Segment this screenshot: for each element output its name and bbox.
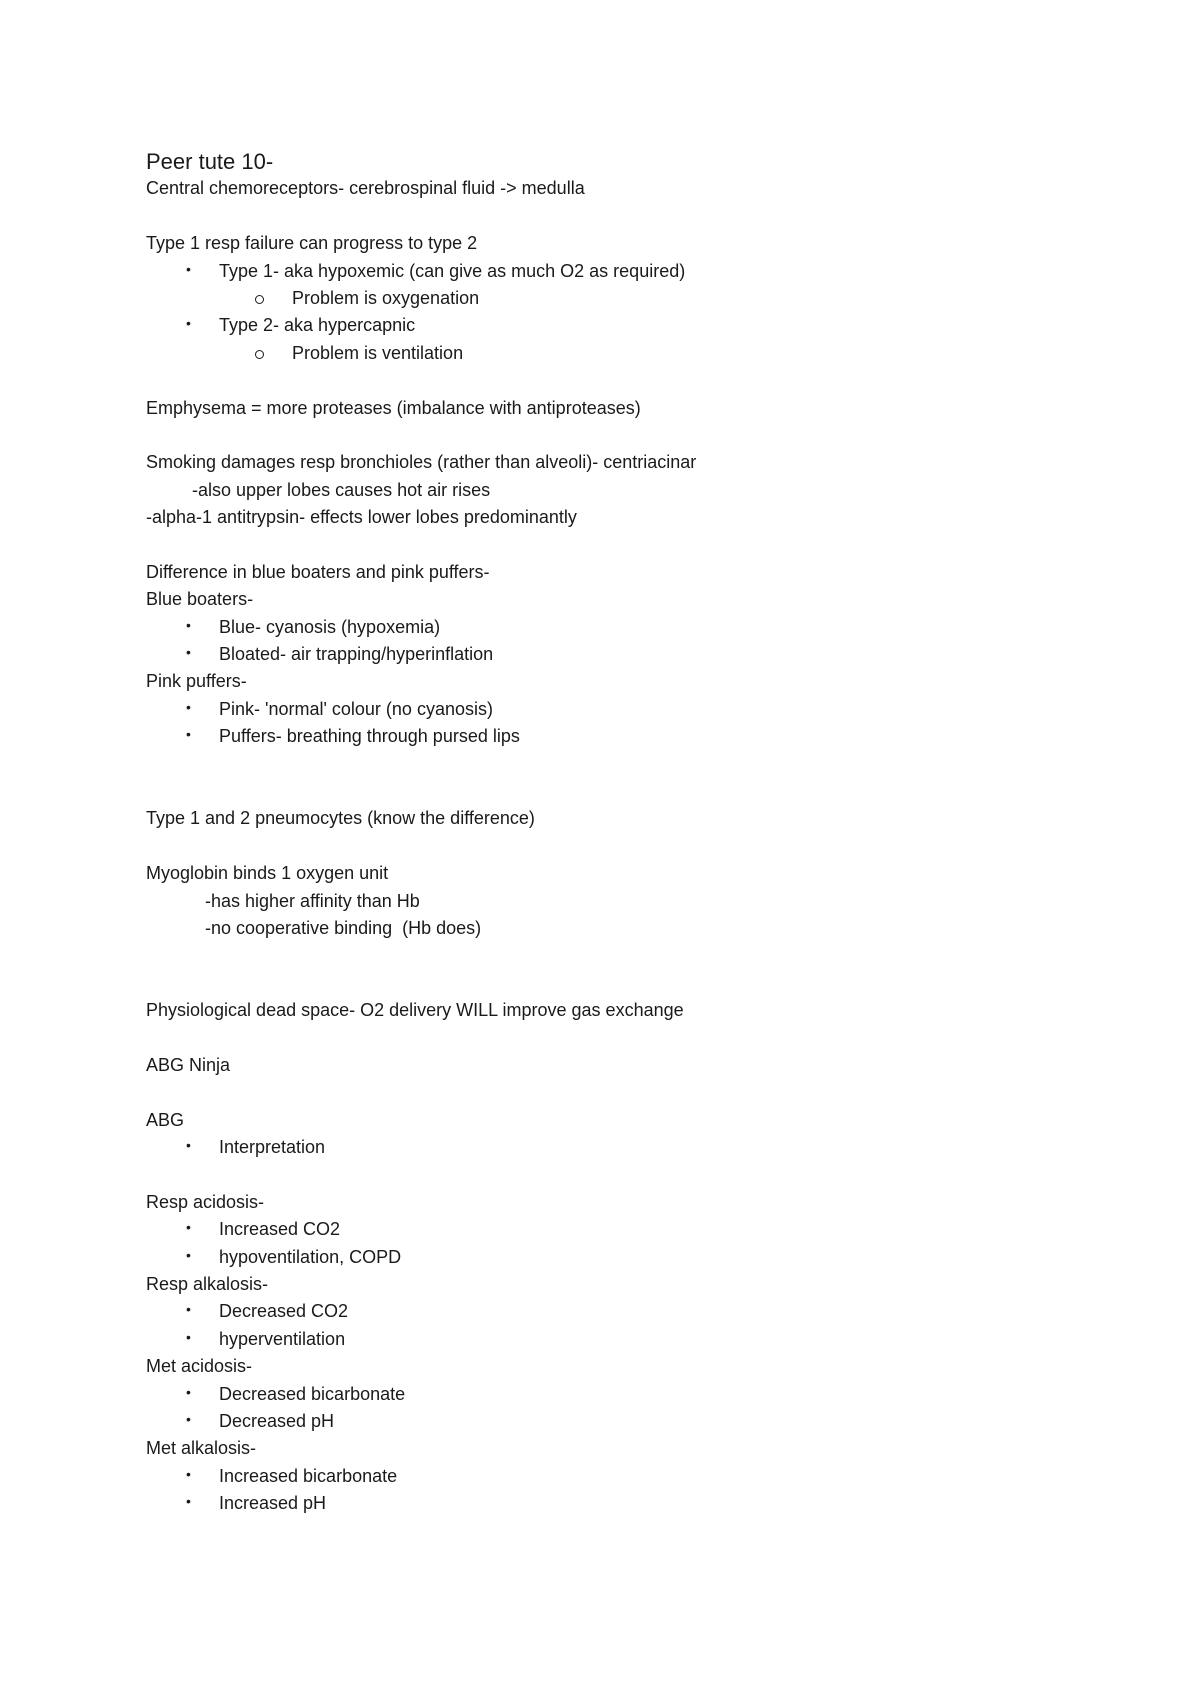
text-line: Type 1 and 2 pneumocytes (know the difference) xyxy=(146,808,535,829)
bullet-icon: • xyxy=(186,698,191,715)
text-line: Met acidosis- xyxy=(146,1356,253,1377)
bullet-icon: • xyxy=(186,1493,191,1510)
list-item: • Puffers- breathing through pursed lips xyxy=(146,723,1146,750)
text-line: Blue boaters- xyxy=(146,589,254,610)
list-item: • Type 1- aka hypoxemic (can give as much O2 as required) xyxy=(146,258,1146,285)
text-line: Smoking damages resp bronchioles (rather than alveoli)- centriacinar xyxy=(146,452,697,473)
bullet-icon: • xyxy=(186,315,191,332)
list-item: • Bloated- air trapping/hyperinflation xyxy=(146,641,1146,668)
text-line: Myoglobin binds 1 oxygen unit xyxy=(146,863,389,884)
list-item: • Decreased CO2 xyxy=(146,1298,1146,1325)
text-line: ABG Ninja xyxy=(146,1054,231,1075)
text-line: Pink puffers- xyxy=(146,671,247,692)
blank-line xyxy=(146,751,1146,778)
text-line: Resp acidosis- xyxy=(146,1191,265,1212)
blank-line xyxy=(146,422,1146,449)
text-line: Resp alkalosis- xyxy=(146,1274,269,1295)
bullet-icon: • xyxy=(186,1465,191,1482)
list-item: • Interpretation xyxy=(146,1134,1146,1161)
list-item: Problem is ventilation xyxy=(146,340,1146,367)
document-page xyxy=(146,148,1146,1518)
bullet-icon: • xyxy=(186,616,191,633)
blank-line xyxy=(146,833,1146,860)
blank-line xyxy=(146,970,1146,997)
bullet-icon: • xyxy=(186,260,191,277)
blank-line xyxy=(146,367,1146,394)
text-line: Physiological dead space- O2 delivery WILL improve gas exchange xyxy=(146,1000,684,1021)
bullet-icon: • xyxy=(186,1219,191,1236)
page-title: Peer tute 10- xyxy=(146,149,274,174)
blank-line xyxy=(146,1161,1146,1188)
text-line: -has higher affinity than Hb xyxy=(205,890,420,911)
list-item: • hypoventilation, COPD xyxy=(146,1244,1146,1271)
list-item: • hyperventilation xyxy=(146,1326,1146,1353)
text-line: Difference in blue boaters and pink puffers- xyxy=(146,561,490,582)
list-item: • Type 2- aka hypercapnic xyxy=(146,312,1146,339)
list-item: • Decreased pH xyxy=(146,1408,1146,1435)
list-item: • Pink- 'normal' colour (no cyanosis) xyxy=(146,696,1146,723)
text-line: -no cooperative binding (Hb does) xyxy=(205,917,482,938)
blank-line xyxy=(146,531,1146,558)
blank-line xyxy=(146,203,1146,230)
text-line: Met alkalosis- xyxy=(146,1438,257,1459)
bullet-icon: • xyxy=(186,1328,191,1345)
list-item: • Decreased bicarbonate xyxy=(146,1381,1146,1408)
text-line: Type 1 resp failure can progress to type 2 xyxy=(146,233,478,254)
bullet-icon: • xyxy=(186,1410,191,1427)
list-item: • Increased bicarbonate xyxy=(146,1463,1146,1490)
circle-bullet-icon xyxy=(255,295,264,304)
list-item: • Increased pH xyxy=(146,1490,1146,1517)
text-line: Emphysema = more proteases (imbalance with antiproteases) xyxy=(146,397,641,418)
text-line: -alpha-1 antitrypsin- effects lower lobes predominantly xyxy=(146,507,577,528)
blank-line xyxy=(146,778,1146,805)
text-line: ABG xyxy=(146,1109,185,1130)
text-line: -also upper lobes causes hot air rises xyxy=(192,479,491,500)
bullet-icon: • xyxy=(186,644,191,661)
bullet-icon: • xyxy=(186,726,191,743)
circle-bullet-icon xyxy=(255,350,264,359)
bullet-icon: • xyxy=(186,1137,191,1154)
text-line: Central chemoreceptors- cerebrospinal fluid -> medulla xyxy=(146,178,585,199)
blank-line xyxy=(146,942,1146,969)
list-item: • Increased CO2 xyxy=(146,1216,1146,1243)
list-item: • Blue- cyanosis (hypoxemia) xyxy=(146,614,1146,641)
bullet-icon: • xyxy=(186,1246,191,1263)
blank-line xyxy=(146,1025,1146,1052)
bullet-icon: • xyxy=(186,1383,191,1400)
bullet-icon: • xyxy=(186,1301,191,1318)
blank-line xyxy=(146,1079,1146,1106)
list-item: Problem is oxygenation xyxy=(146,285,1146,312)
